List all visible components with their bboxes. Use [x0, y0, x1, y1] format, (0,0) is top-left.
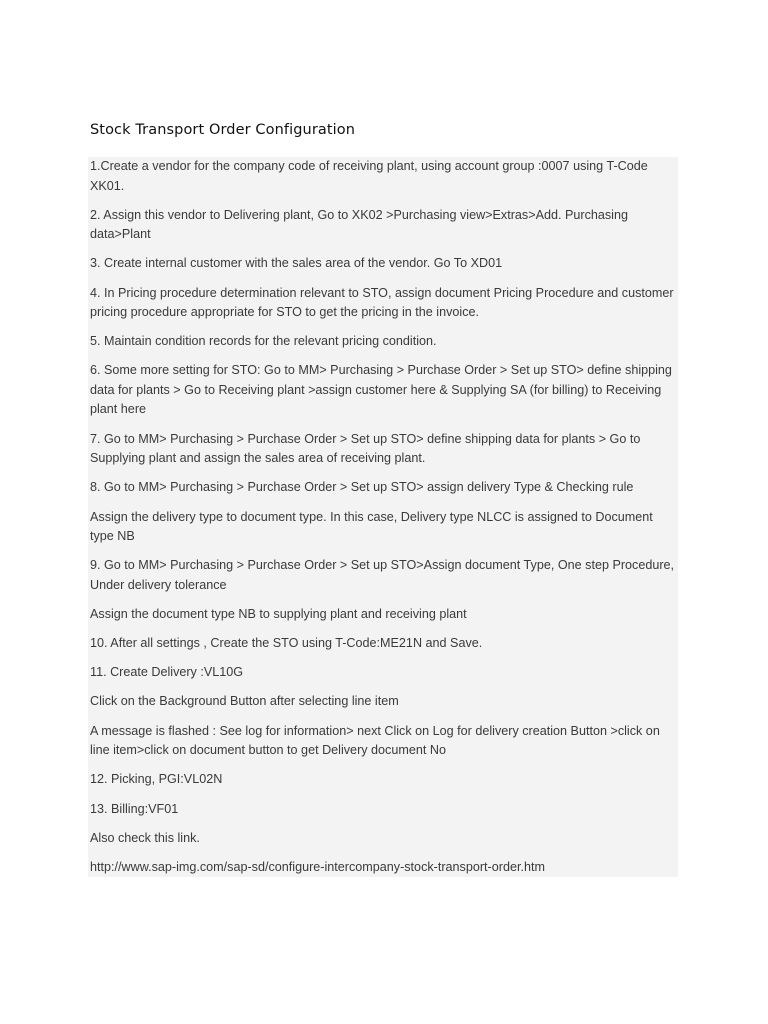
- paragraph-step-12: 12. Picking, PGI:VL02N: [90, 772, 223, 787]
- paragraph-step-11-note: Click on the Background Button after selecting line item: [90, 694, 399, 709]
- paragraph-step-5: 5. Maintain condition records for the relevant pricing condition.: [90, 334, 437, 349]
- paragraph-step-8-note: Assign the delivery type to document type. In this case, Delivery type NLCC is assigned to Document type NB: [90, 509, 653, 543]
- paragraph-step-6: 6. Some more setting for STO: Go to MM> Purchasing > Purchase Order > Set up STO> define shipping data for plants > Go to Receiving plant >assign customer here & Supplying SA (for billing) to Receiving plant here: [90, 363, 672, 417]
- paragraph-link-intro: Also check this link.: [90, 830, 200, 845]
- paragraph-step-11-message: A message is flashed : See log for information> next Click on Log for delivery creation Button >click on line item>click on document button to get Delivery document No: [90, 723, 660, 758]
- paragraph-step-9-note: Assign the document type NB to supplying plant and receiving plant: [90, 606, 467, 621]
- reference-link[interactable]: http://www.sap-img.com/sap-sd/configure-intercompany-stock-transport-order.htm: [90, 859, 545, 874]
- paragraph-step-7: 7. Go to MM> Purchasing > Purchase Order > Set up STO> define shipping data for plants > Go to Supplying plant and assign the sales area of receiving plant.: [90, 431, 641, 466]
- paragraph-step-2: 2. Assign this vendor to Delivering plant, Go to XK02 >Purchasing view>Extras>Add. Purchasing data>Plant: [90, 207, 628, 242]
- paragraph-step-3: 3. Create internal customer with the sales area of the vendor. Go To XD01: [90, 256, 503, 271]
- paragraph-step-11: 11. Create Delivery :VL10G: [90, 665, 244, 680]
- paragraph-step-13: 13. Billing:VF01: [90, 801, 179, 816]
- document-body: [88, 157, 678, 877]
- paragraph-step-10: 10. After all settings , Create the STO using T-Code:ME21N and Save.: [90, 636, 483, 651]
- paragraph-step-8: 8. Go to MM> Purchasing > Purchase Order > Set up STO> assign delivery Type & Checking rule: [90, 480, 634, 495]
- paragraph-step-4: 4. In Pricing procedure determination relevant to STO, assign document Pricing Procedure and customer pricing procedure appropriate for STO to get the pricing in the invoice.: [90, 285, 674, 320]
- paragraph-step-9: 9. Go to MM> Purchasing > Purchase Order > Set up STO>Assign document Type, One step Procedure, Under delivery tolerance: [90, 558, 675, 592]
- paragraph-step-1: 1.Create a vendor for the company code of receiving plant, using account group :0007 using T-Code XK01.: [90, 159, 648, 193]
- document-title: Stock Transport Order Configuration: [90, 122, 356, 138]
